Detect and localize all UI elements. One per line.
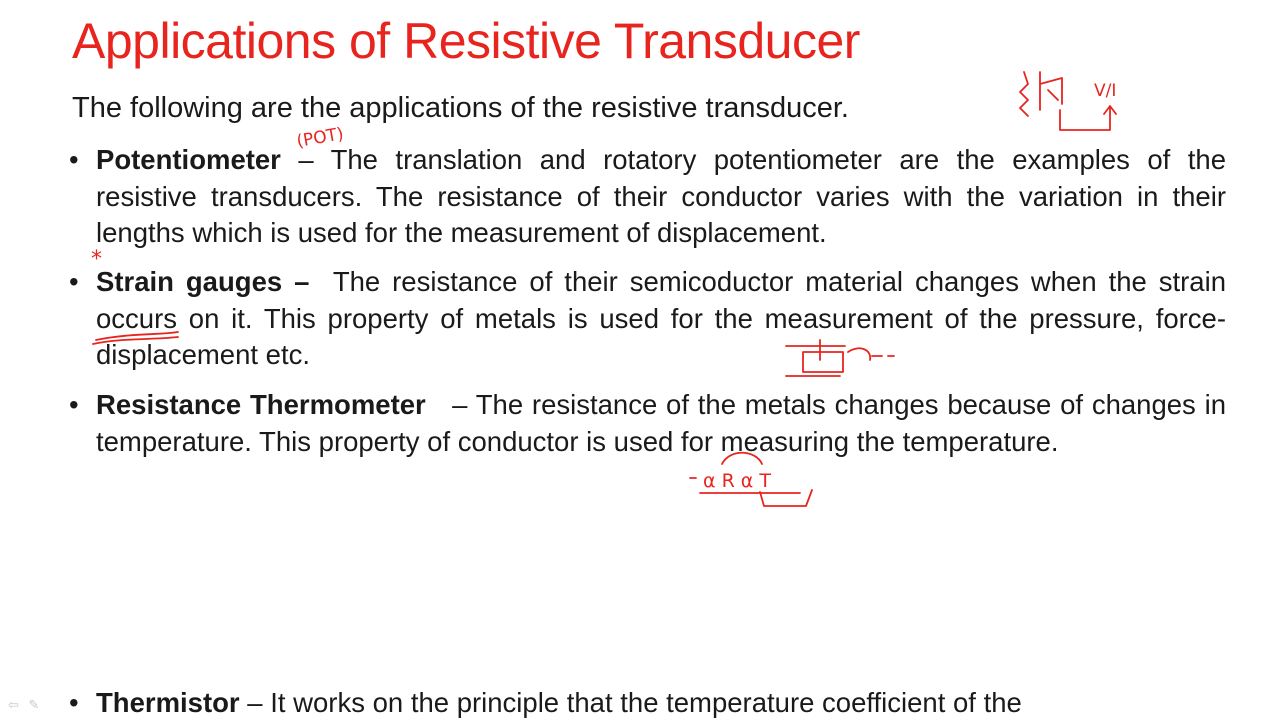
bullet-term: Potentiometer xyxy=(96,144,281,175)
bullet-text: The resistance of their semicoductor material changes when the strain occurs on it. This property of metals is used for the measurement of the pressure, force-displacement etc. xyxy=(96,266,1226,370)
bullet-separator: – xyxy=(280,144,331,175)
bullet-term: Thermistor xyxy=(96,687,240,718)
bullet-dot: • xyxy=(69,687,79,718)
bullet-resistance-thermometer xyxy=(69,387,1226,460)
pen-icon[interactable]: ✎ xyxy=(28,697,40,712)
bullet-text: The resistance of the metals changes because of changes in temperature. This property of conductor is used for measuring the temperature. xyxy=(96,389,1226,457)
bullet-separator xyxy=(309,266,332,297)
slide-nav[interactable] xyxy=(8,697,39,713)
r-alpha-t-note: α R α T xyxy=(703,470,771,492)
bullet-separator: – xyxy=(239,687,271,718)
bullet-strain-gauges xyxy=(69,264,1226,374)
device-sketch-icon xyxy=(1040,72,1062,110)
bullet-text: The translation and rotatory potentiometer are the examples of the resistive transducers. The resistance of their conductor varies with the variation in their lengths which is used for the measurement of displacement. xyxy=(96,144,1226,248)
resistor-sketch-icon xyxy=(1020,72,1028,116)
star-mark: * xyxy=(91,247,102,272)
bullet-dot: • xyxy=(69,144,79,175)
r-alpha-t-marks xyxy=(690,453,812,506)
bullet-thermistor xyxy=(69,685,1226,722)
vi-note: V/I xyxy=(1094,81,1117,101)
feedback-arrow-icon xyxy=(1060,106,1116,130)
slide-title: Applications of Resistive Transducer xyxy=(72,13,860,69)
bullet-dot: • xyxy=(69,389,79,420)
bullet-term: Strain gauges – xyxy=(96,266,310,297)
bullet-potentiometer xyxy=(69,142,1226,252)
intro-text: The following are the applications of the resistive transducer. xyxy=(72,92,849,124)
bullet-dot: • xyxy=(69,266,79,297)
bullet-term: Resistance Thermometer xyxy=(96,389,426,420)
bullet-text: It works on the principle that the temperature coefficient of the xyxy=(270,687,1022,718)
bullet-separator: – xyxy=(425,389,476,420)
arrow-left-icon[interactable]: ⇦ xyxy=(8,697,19,712)
pot-note: (POT) xyxy=(295,124,346,152)
